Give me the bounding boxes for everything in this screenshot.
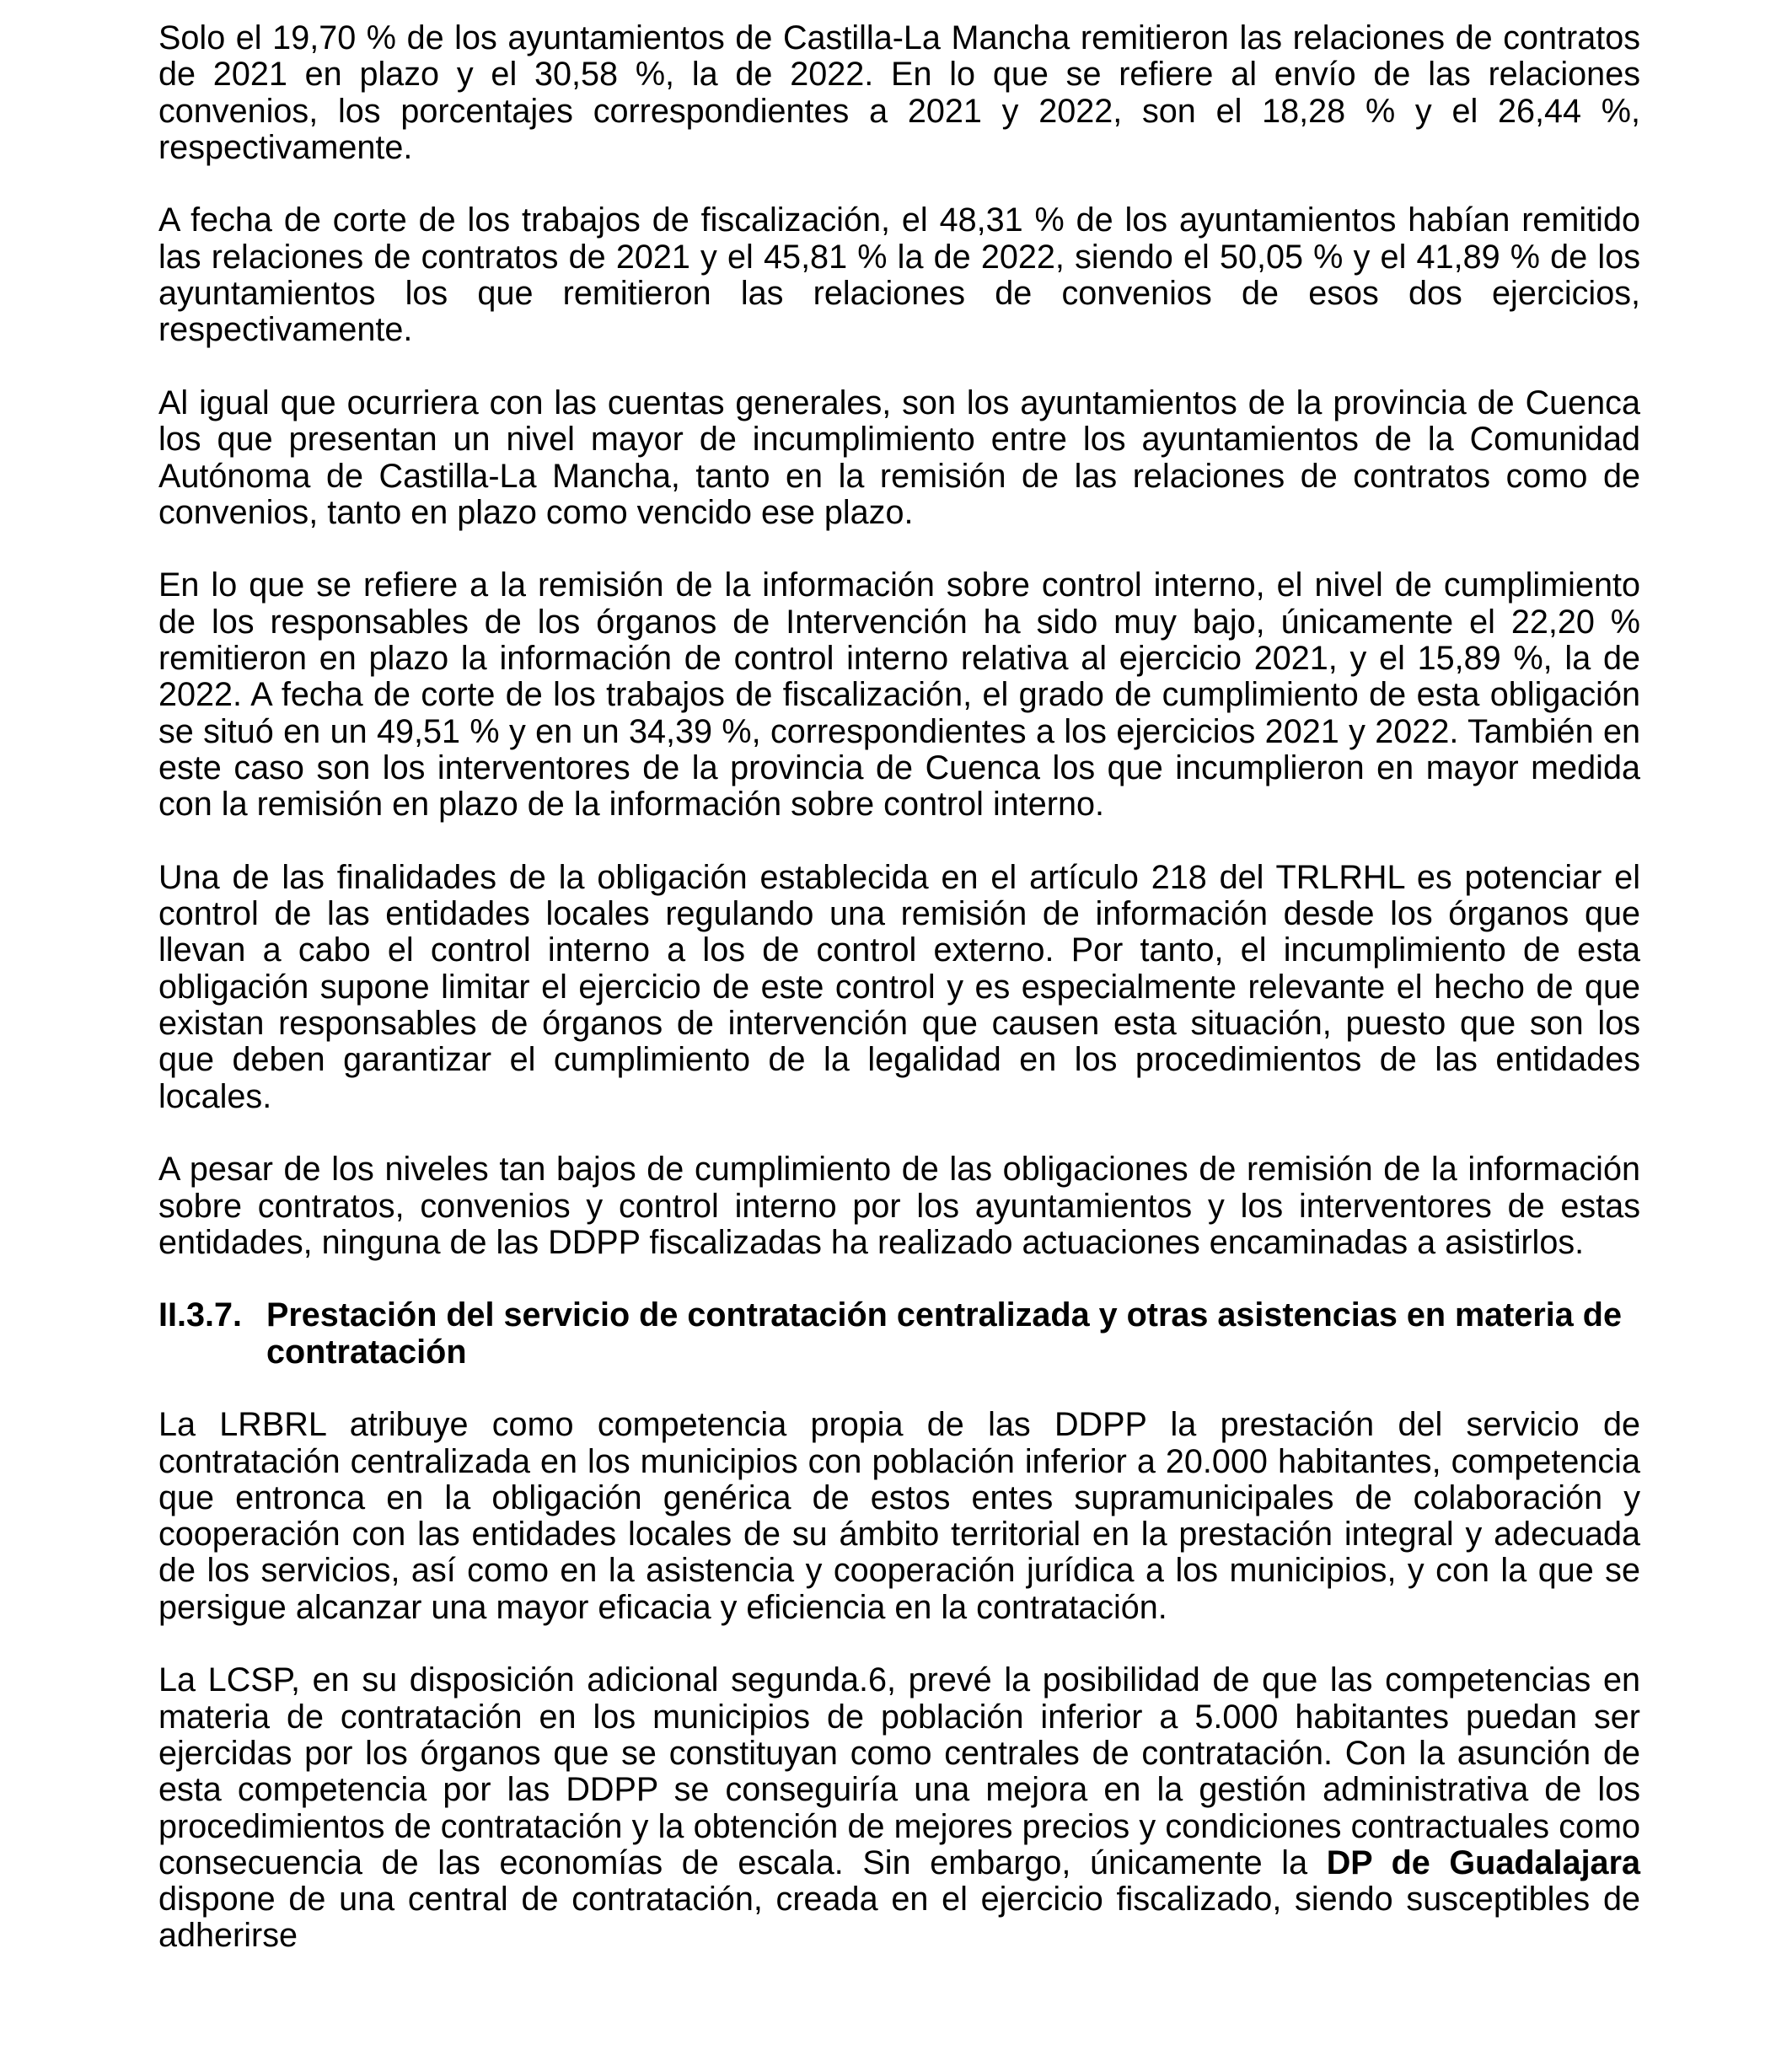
- section-number: II.3.7.: [158, 1296, 243, 1334]
- paragraph-articulo-218: Una de las finalidades de la obligación establecida en el artículo 218 del TRLRHL es potenciar el control de las entidades locales regulando una remisión de información desde los órganos que llevan a cabo el control interno a los de control externo. Por tanto, el incumplimiento de esta obligación supone limitar el ejercicio de este control y es especialmente relevante el hecho de que existan responsables de órganos de intervención que causen esta situación, puesto que son los que deben garantizar el cumplimiento de la legalidad en los procedimientos de las entidades locales.: [158, 858, 1640, 1115]
- bold-dp-guadalajara: DP de Guadalajara: [1326, 1843, 1640, 1881]
- paragraph-lcsp: [158, 1662, 1640, 1954]
- paragraph-lcsp-text: La LCSP, en su disposición adicional segunda.6, prevé la posibilidad de que las competencias en materia de contratación en los municipios de población inferior a 5.000 habitantes puedan ser ejercidas por los órganos que se constituyan como centrales de contratación. Con la asunción de esta competencia por las DDPP se conseguiría una mejora en la gestión administrativa de los procedimientos de contratación y la obtención de mejores precios y condiciones contractuales como consecuencia de las economías de escala. Sin embargo, únicamente la: [158, 1661, 1640, 1881]
- paragraph-lcsp-text-cont: dispone de una central de contratación, creada en el ejercicio fiscalizado, siendo susceptibles de adherirse: [158, 1881, 1640, 1955]
- paragraph-cuentas-generales: Al igual que ocurriera con las cuentas generales, son los ayuntamientos de la provincia de Cuenca los que presentan un nivel mayor de incumplimiento entre los ayuntamientos de la Comunidad Autónoma de Castilla-La Mancha, tanto en la remisión de las relaciones de contratos como de convenios, tanto en plazo como vencido ese plazo.: [158, 384, 1640, 531]
- paragraph-fecha-corte: A fecha de corte de los trabajos de fiscalización, el 48,31 % de los ayuntamientos habían remitido las relaciones de contratos de 2021 y el 45,81 % la de 2022, siendo el 50,05 % y el 41,89 % de los ayuntamientos los que remitieron las relaciones de convenios de esos dos ejercicios, respectivamente.: [158, 201, 1640, 349]
- paragraph-control-interno: En lo que se refiere a la remisión de la información sobre control interno, el nivel de cumplimiento de los responsables de los órganos de Intervención ha sido muy bajo, únicamente el 22,20 % remitieron en plazo la información de control interno relativa al ejercicio 2021, y el 15,89 %, la de 2022. A fecha de corte de los trabajos de fiscalización, el grado de cumplimiento de esta obligación se situó en un 49,51 % y en un 34,39 %, correspondientes a los ejercicios 2021 y 2022. También en este caso son los interventores de la provincia de Cuenca los que incumplieron en mayor medida con la remisión en plazo de la información sobre control interno.: [158, 566, 1640, 824]
- paragraph-lrbrl: La LRBRL atribuye como competencia propia de las DDPP la prestación del servicio de contratación centralizada en los municipios con población inferior a 20.000 habitantes, competencia que entronca en la obligación genérica de estos entes supramunicipales de colaboración y cooperación con las entidades locales de su ámbito territorial en la prestación integral y adecuada de los servicios, así como en la asistencia y cooperación jurídica a los municipios, y con la que se persigue alcanzar una mayor eficacia y eficiencia en la contratación.: [158, 1406, 1640, 1626]
- paragraph-niveles-bajos: A pesar de los niveles tan bajos de cumplimiento de las obligaciones de remisión de la información sobre contratos, convenios y control interno por los ayuntamientos y los interventores de estas entidades, ninguna de las DDPP fiscalizadas ha realizado actuaciones encaminadas a asistirlos.: [158, 1151, 1640, 1261]
- paragraph-contratos-plazo: Solo el 19,70 % de los ayuntamientos de Castilla-La Mancha remitieron las relaciones de contratos de 2021 en plazo y el 30,58 %, la de 2022. En lo que se refiere al envío de las relaciones convenios, los porcentajes correspondientes a 2021 y 2022, son el 18,28 % y el 26,44 %, respectivamente.: [158, 19, 1640, 166]
- section-title: Prestación del servicio de contratación centralizada y otras asistencias en materia de contratación: [266, 1296, 1622, 1371]
- section-heading: [158, 1297, 1640, 1371]
